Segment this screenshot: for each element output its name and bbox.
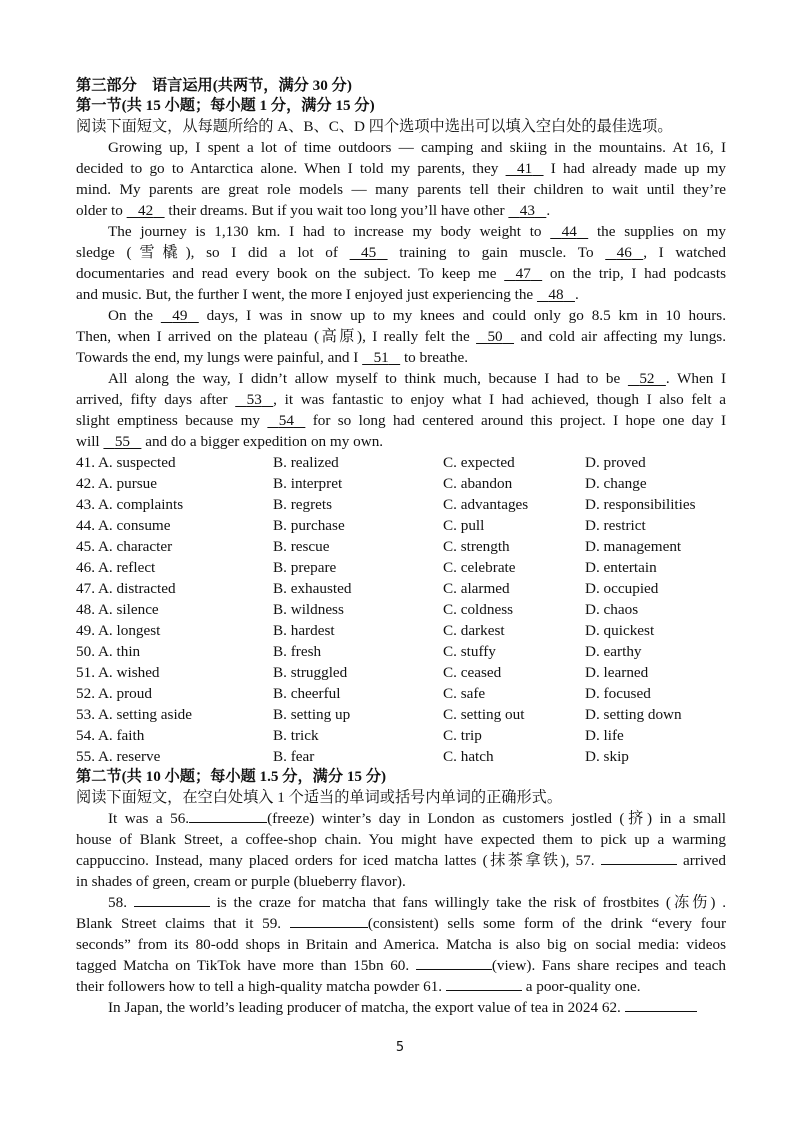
- cloze-passage: [76, 137, 726, 452]
- option-d: D. earthy: [585, 643, 642, 660]
- option-b: B. interpret: [273, 475, 343, 492]
- option-b: B. fresh: [273, 643, 322, 660]
- blank-44: 44: [561, 223, 577, 240]
- options-list: [76, 452, 726, 767]
- option-b: B. trick: [273, 727, 319, 744]
- passage-line: Growing up, I spent a lot of time outdoors — camping and skiing in the mountains. At 16, I: [108, 139, 726, 156]
- option-d: D. occupied: [585, 580, 659, 597]
- option-row: [76, 515, 726, 536]
- passage-line: documentaries and read every book on the subject. To keep me 47 on the trip, I had podcasts: [76, 265, 727, 282]
- blank-47: 47: [515, 265, 531, 282]
- blank-42: 42: [138, 202, 154, 219]
- blank-61: [446, 976, 522, 991]
- part2-instructions: 阅读下面短文，在空白处填入 1 个适当的单词或括号内单词的正确形式。: [76, 789, 562, 806]
- passage-line: Towards the end, my lungs were painful, and I 51 to breathe.: [76, 349, 469, 366]
- option-a: 46. A. reflect: [76, 559, 156, 576]
- blank-48: 48: [548, 286, 564, 303]
- option-b: B. setting up: [273, 706, 351, 723]
- option-row: [76, 494, 726, 515]
- blank-57: [601, 850, 677, 865]
- option-a: 53. A. setting aside: [76, 706, 193, 723]
- grammar-passage: [76, 808, 726, 1018]
- blank-55: 55: [114, 433, 131, 450]
- blank-62: [625, 997, 697, 1012]
- option-c: C. pull: [443, 517, 485, 534]
- option-c: C. safe: [443, 685, 486, 702]
- blank-56: [189, 808, 267, 823]
- option-d: D. setting down: [585, 706, 682, 723]
- option-a: 44. A. consume: [76, 517, 171, 534]
- option-d: D. learned: [585, 664, 649, 681]
- option-a: 50. A. thin: [76, 643, 141, 660]
- option-a: 41. A. suspected: [76, 454, 176, 471]
- option-b: B. regrets: [273, 496, 333, 513]
- option-d: D. focused: [585, 685, 651, 702]
- option-row: [76, 641, 726, 662]
- blank-46: 46: [616, 244, 632, 261]
- option-a: 42. A. pursue: [76, 475, 157, 492]
- passage-line: tagged Matcha on TikTok have more than 15bn 60. (view). Fans share recipes and teach: [76, 957, 727, 974]
- option-b: B. cheerful: [273, 685, 341, 702]
- option-c: C. coldness: [443, 601, 514, 618]
- option-d: D. entertain: [585, 559, 657, 576]
- option-b: B. rescue: [273, 538, 330, 555]
- option-a: 47. A. distracted: [76, 580, 176, 597]
- blank-60: [416, 955, 492, 970]
- option-a: 49. A. longest: [76, 622, 161, 639]
- option-row: [76, 473, 726, 494]
- passage-line: older to 42 their dreams. But if you wait too long you’ll have other 43 .: [76, 202, 551, 219]
- exam-page: [76, 76, 726, 1018]
- option-d: D. change: [585, 475, 647, 492]
- passage-line: Blank Street claims that it 59. (consistent) sells some form of the drink “every four: [76, 915, 726, 932]
- option-a: 48. A. silence: [76, 601, 159, 618]
- option-b: B. hardest: [273, 622, 335, 639]
- option-c: C. trip: [443, 727, 482, 744]
- passage-line: slight emptiness because my 54 for so long had centered around this project. I hope one day I: [76, 412, 727, 429]
- option-row: [76, 452, 726, 473]
- passage-line: house of Blank Street, a coffee-shop chain. You might have expected them to pick up a warming: [76, 831, 726, 848]
- option-b: B. realized: [273, 454, 339, 471]
- passage-line: arrived, fifty days after 53 , it was fantastic to enjoy what I had achieved, though I also felt a: [76, 391, 727, 408]
- option-row: [76, 557, 726, 578]
- option-a: 51. A. wished: [76, 664, 160, 681]
- passage-line: 58. is the craze for matcha that fans willingly take the risk of frostbites (冻伤) .: [108, 894, 726, 911]
- passage-line: It was a 56. (freeze) winter’s day in London as customers jostled (挤) in a small: [108, 810, 726, 827]
- blank-41: 41: [516, 160, 533, 177]
- blank-52: 52: [639, 370, 655, 387]
- blank-59: [290, 913, 368, 928]
- option-c: C. ceased: [443, 664, 502, 681]
- option-row: [76, 725, 726, 746]
- option-a: 43. A. complaints: [76, 496, 184, 513]
- passage-line: sledge (雪橇), so I did a lot of 45 training to gain muscle. To 46 , I watched: [76, 244, 727, 261]
- option-b: B. wildness: [273, 601, 344, 618]
- blank-54: 54: [278, 412, 294, 429]
- option-b: B. purchase: [273, 517, 345, 534]
- blank-51: 51: [373, 349, 389, 366]
- passage-line: seconds” from its 80-odd shops in Britain and America. Matcha is also big on social media: videos: [76, 936, 726, 953]
- option-row: [76, 662, 726, 683]
- option-c: C. setting out: [443, 706, 525, 723]
- option-b: B. struggled: [273, 664, 348, 681]
- option-row: [76, 578, 726, 599]
- passage-line: On the 49 days, I was in snow up to my knees and could only go 8.5 km in 10 hours.: [108, 307, 727, 324]
- blank-49: 49: [172, 307, 188, 324]
- passage-line: will 55 and do a bigger expedition on my own.: [76, 433, 384, 450]
- option-c: C. expected: [443, 454, 515, 471]
- option-c: C. alarmed: [443, 580, 510, 597]
- option-row: [76, 620, 726, 641]
- option-d: D. proved: [585, 454, 646, 471]
- passage-line: Then, when I arrived on the plateau (高原), I really felt the 50 and cold air affecting my lungs.: [76, 328, 727, 345]
- option-row: [76, 704, 726, 725]
- option-row: [76, 599, 726, 620]
- option-a: 45. A. character: [76, 538, 173, 555]
- option-c: C. celebrate: [443, 559, 516, 576]
- option-d: D. management: [585, 538, 682, 555]
- part1-instructions: 阅读下面短文，从每题所给的 A、B、C、D 四个选项中选出可以填入空白处的最佳选项。: [76, 118, 673, 135]
- part2-title: 第二节(共 10 小题；每小题 1.5 分，满分 15 分): [76, 768, 387, 785]
- part1-title: 第一节(共 15 小题；每小题 1 分，满分 15 分): [76, 97, 375, 114]
- option-row: [76, 746, 726, 767]
- option-c: C. strength: [443, 538, 510, 555]
- passage-line: in shades of green, cream or purple (blueberry flavor).: [76, 873, 406, 890]
- option-a: 54. A. faith: [76, 727, 145, 744]
- passage-line: All along the way, I didn’t allow myself to think much, because I had to be 52 . When I: [108, 370, 727, 387]
- option-a: 55. A. reserve: [76, 748, 161, 765]
- passage-line: cappuccino. Instead, many placed orders for iced matcha lattes (抹茶拿铁), 57. arrived: [76, 852, 727, 869]
- option-c: C. hatch: [443, 748, 494, 765]
- blank-43: 43: [519, 202, 535, 219]
- option-d: D. quickest: [585, 622, 655, 639]
- option-row: [76, 683, 726, 704]
- blank-58: [134, 892, 210, 907]
- page-number: 5: [395, 1040, 405, 1055]
- option-d: D. chaos: [585, 601, 639, 618]
- option-a: 52. A. proud: [76, 685, 152, 702]
- passage-line: In Japan, the world’s leading producer of matcha, the export value of tea in 2024 62.: [76, 997, 726, 1018]
- option-b: B. exhausted: [273, 580, 352, 597]
- passage-line: mind. My parents are great role models — many parents tell their children to wait until they’re: [76, 181, 726, 198]
- blank-45: 45: [361, 244, 377, 261]
- option-d: D. life: [585, 727, 624, 744]
- section-title: 第三部分 语言运用(共两节，满分 30 分): [76, 77, 352, 94]
- option-c: C. advantages: [443, 496, 529, 513]
- option-c: C. abandon: [443, 475, 513, 492]
- passage-line: and music. But, the further I went, the more I enjoyed just experiencing the 48 .: [76, 286, 579, 303]
- option-d: D. restrict: [585, 517, 646, 534]
- passage-line: their followers how to tell a high-quality matcha powder 61. a poor-quality one.: [76, 978, 641, 995]
- option-b: B. prepare: [273, 559, 337, 576]
- option-row: [76, 536, 726, 557]
- option-c: C. stuffy: [443, 643, 496, 660]
- passage-line: decided to go to Antarctica alone. When I told my parents, they 41 I had already made up my: [76, 160, 726, 177]
- blank-50: 50: [487, 328, 503, 345]
- option-b: B. fear: [273, 748, 315, 765]
- option-d: D. skip: [585, 748, 629, 765]
- option-c: C. darkest: [443, 622, 505, 639]
- blank-53: 53: [246, 391, 262, 408]
- passage-line: The journey is 1,130 km. I had to increase my body weight to 44 the supplies on my: [108, 223, 727, 240]
- option-d: D. responsibilities: [585, 496, 696, 513]
